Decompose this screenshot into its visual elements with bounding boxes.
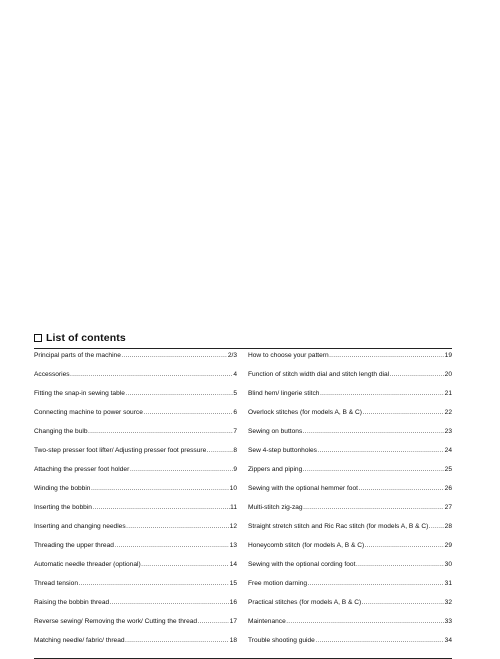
- dot-leader: [92, 504, 229, 512]
- toc-entry-label: Trouble shooting guide: [248, 637, 315, 644]
- toc-entry-label: Thread tension: [34, 580, 78, 587]
- toc-entry-page: 29: [444, 542, 452, 549]
- toc-entry-page: 18: [229, 637, 237, 644]
- dot-leader: [303, 504, 444, 512]
- toc-entry: [34, 561, 237, 580]
- toc-entry-label: Sewing with the optional cording foot: [248, 561, 356, 568]
- toc-entry-page: 16: [229, 599, 237, 606]
- toc-entry: [248, 580, 452, 599]
- toc-entry-page: 8: [233, 447, 237, 454]
- toc-entry-label: How to choose your pattern: [248, 352, 329, 359]
- toc-entry: [34, 618, 237, 637]
- toc-entry: [248, 352, 452, 371]
- toc-entry-label: Winding the bobbin: [34, 485, 91, 492]
- dot-leader: [125, 637, 229, 645]
- toc-entry-label: Blind hem/ lingerie stitch: [248, 390, 320, 397]
- dot-leader: [207, 447, 233, 455]
- dot-leader: [79, 580, 230, 588]
- toc-entry-page: 25: [444, 466, 452, 473]
- toc-entry-page: 31: [444, 580, 452, 587]
- toc-entry-page: 28: [444, 523, 452, 530]
- toc-entry-page: 12: [229, 523, 237, 530]
- dot-leader: [390, 371, 445, 379]
- toc-entry-label: Inserting the bobbin: [34, 504, 92, 511]
- toc-entry-label: Sewing with the optional hemmer foot: [248, 485, 358, 492]
- toc-entry-label: Threading the upper thread: [34, 542, 114, 549]
- toc-entry: [248, 485, 452, 504]
- toc-header: [34, 331, 452, 345]
- dot-leader: [358, 485, 444, 493]
- toc-entry-label: Honeycomb stitch (for models A, B & C): [248, 542, 365, 549]
- toc-entry-page: 34: [444, 637, 452, 644]
- toc-entry: [34, 390, 237, 409]
- toc-entry-label: Function of stitch width dial and stitch length dial: [248, 371, 390, 378]
- toc-entry-label: Automatic needle threader (optional): [34, 561, 141, 568]
- toc-entry-page: 27: [444, 504, 452, 511]
- toc-entry-label: Matching needle/ fabric/ thread: [34, 637, 125, 644]
- dot-leader: [126, 523, 229, 531]
- dot-leader: [329, 352, 444, 360]
- toc-entry-label: Attaching the presser foot holder: [34, 466, 130, 473]
- toc-entry: [34, 504, 237, 523]
- dot-leader: [286, 618, 444, 626]
- toc-entry-label: Overlock stitches (for models A, B & C): [248, 409, 362, 416]
- toc-entry-page: 5: [233, 390, 237, 397]
- toc-entry-label: Connecting machine to power source: [34, 409, 143, 416]
- dot-leader: [70, 371, 233, 379]
- toc-entry-label: Principal parts of the machine: [34, 352, 121, 359]
- toc-entry: [34, 542, 237, 561]
- dot-leader: [362, 409, 444, 417]
- toc-entry-label: Two-step presser foot lifter/ Adjusting presser foot pressure: [34, 447, 207, 454]
- toc-entry: [34, 580, 237, 599]
- toc-entry: [248, 618, 452, 637]
- toc-entry-label: Reverse sewing/ Removing the work/ Cutting the thread: [34, 618, 198, 625]
- toc-columns: [34, 349, 452, 656]
- toc-entry-page: 19: [444, 352, 452, 359]
- dot-leader: [91, 485, 229, 493]
- table-of-contents: [34, 331, 452, 659]
- toc-column-left: [34, 352, 237, 656]
- toc-entry-page: 10: [229, 485, 237, 492]
- toc-entry: [34, 523, 237, 542]
- dot-leader: [362, 599, 444, 607]
- toc-entry: [34, 352, 237, 371]
- toc-entry: [34, 599, 237, 618]
- toc-entry-page: 21: [444, 390, 452, 397]
- toc-entry: [248, 599, 452, 618]
- dot-leader: [303, 466, 444, 474]
- dot-leader: [198, 618, 230, 626]
- checkbox-icon: [34, 334, 42, 342]
- toc-entry: [248, 390, 452, 409]
- toc-entry-page: 24: [444, 447, 452, 454]
- toc-entry-page: 9: [233, 466, 237, 473]
- dot-leader: [143, 409, 232, 417]
- toc-entry-page: 14: [229, 561, 237, 568]
- dot-leader: [317, 447, 444, 455]
- toc-entry-label: Raising the bobbin thread: [34, 599, 110, 606]
- toc-entry: [34, 409, 237, 428]
- toc-entry-page: 23: [444, 428, 452, 435]
- dot-leader: [315, 637, 444, 645]
- toc-entry: [34, 466, 237, 485]
- toc-entry: [248, 466, 452, 485]
- toc-entry: [34, 447, 237, 466]
- dot-leader: [356, 561, 444, 569]
- dot-leader: [303, 428, 444, 436]
- toc-entry: [34, 428, 237, 447]
- dot-leader: [88, 428, 233, 436]
- toc-entry: [34, 485, 237, 504]
- toc-entry: [248, 371, 452, 390]
- dot-leader: [141, 561, 229, 569]
- toc-entry-label: Straight stretch stitch and Ric Rac stitch (for models A, B & C): [248, 523, 429, 530]
- toc-entry-page: 30: [444, 561, 452, 568]
- toc-entry-page: 6: [233, 409, 237, 416]
- toc-entry-label: Fitting the snap-in sewing table: [34, 390, 125, 397]
- toc-entry: [248, 523, 452, 542]
- toc-entry-page: 33: [444, 618, 452, 625]
- toc-entry-label: Practical stitches (for models A, B & C): [248, 599, 362, 606]
- toc-column-right: [248, 352, 452, 656]
- dot-leader: [130, 466, 233, 474]
- toc-entry-page: 7: [233, 428, 237, 435]
- toc-entry-page: 13: [229, 542, 237, 549]
- dot-leader: [121, 352, 227, 360]
- dot-leader: [429, 523, 444, 531]
- dot-leader: [320, 390, 444, 398]
- toc-entry-label: Zippers and piping: [248, 466, 303, 473]
- toc-entry: [248, 542, 452, 561]
- toc-entry-label: Sewing on buttons: [248, 428, 303, 435]
- toc-entry: [34, 371, 237, 390]
- dot-leader: [308, 580, 445, 588]
- toc-entry-label: Multi-stitch zig-zag: [248, 504, 303, 511]
- toc-entry-label: Sew 4-step buttonholes: [248, 447, 317, 454]
- toc-entry-label: Changing the bulb: [34, 428, 88, 435]
- toc-entry-page: 22: [444, 409, 452, 416]
- toc-entry-label: Accessories: [34, 371, 70, 378]
- toc-entry-page: 20: [444, 371, 452, 378]
- toc-entry-page: 11: [230, 504, 237, 511]
- toc-entry-page: 32: [444, 599, 452, 606]
- dot-leader: [110, 599, 230, 607]
- toc-entry-page: 26: [444, 485, 452, 492]
- toc-entry-page: 2/3: [227, 352, 237, 359]
- toc-entry: [248, 504, 452, 523]
- toc-entry-label: Free motion darning: [248, 580, 308, 587]
- toc-entry-label: Maintenance: [248, 618, 286, 625]
- toc-title: List of contents: [46, 332, 126, 344]
- dot-leader: [114, 542, 229, 550]
- toc-entry: [248, 561, 452, 580]
- toc-entry-page: 15: [229, 580, 237, 587]
- toc-entry: [248, 409, 452, 428]
- dot-leader: [365, 542, 444, 550]
- toc-entry-label: Inserting and changing needles: [34, 523, 126, 530]
- toc-entry: [248, 447, 452, 466]
- toc-entry-page: 4: [233, 371, 237, 378]
- dot-leader: [125, 390, 232, 398]
- toc-entry: [248, 428, 452, 447]
- toc-entry-page: 17: [229, 618, 237, 625]
